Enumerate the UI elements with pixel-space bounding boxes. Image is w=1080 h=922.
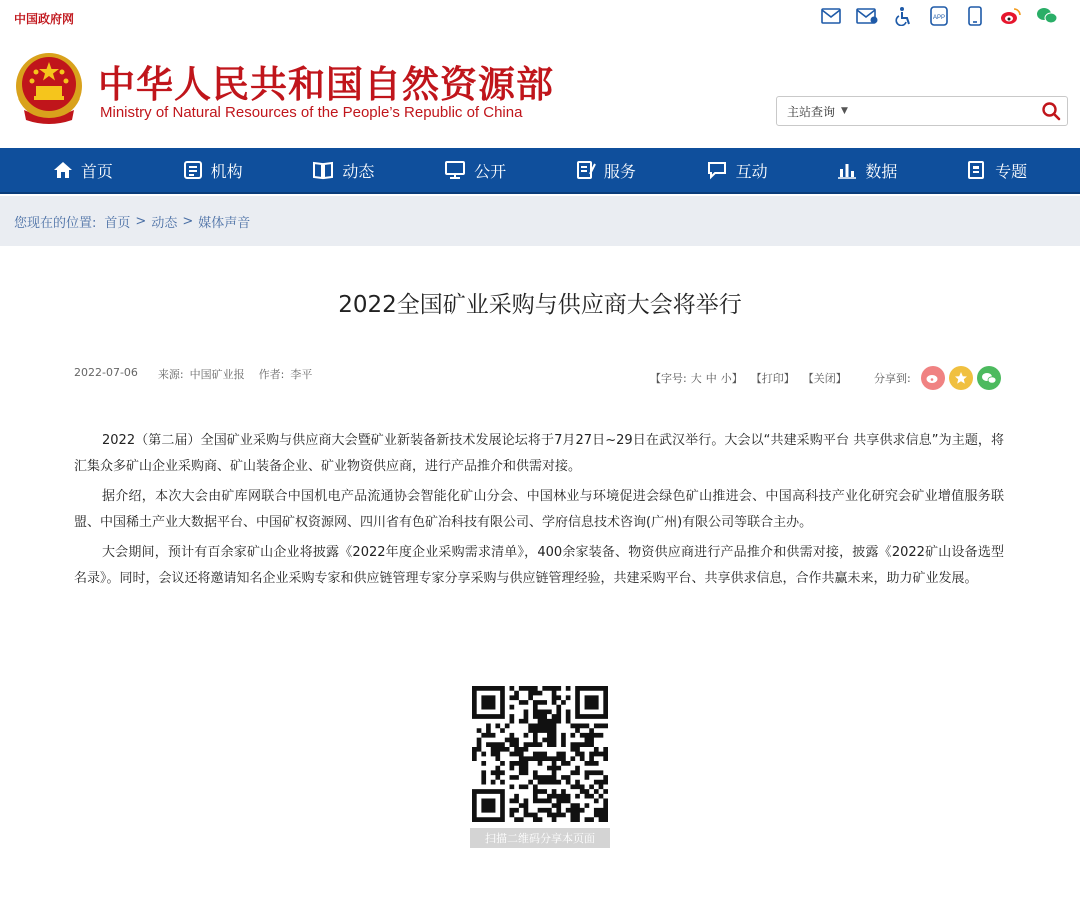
qr-modules: [472, 686, 608, 822]
nav-item-service[interactable]: [576, 159, 636, 182]
search-button[interactable]: [1035, 97, 1067, 125]
breadcrumb-news[interactable]: 动态: [151, 215, 178, 231]
nav-item-label: 首页: [80, 161, 113, 181]
nav-item-label: 互动: [735, 161, 768, 181]
qr-caption: 扫描二维码分享本页面: [470, 828, 610, 848]
topic-doc-icon: [967, 160, 987, 180]
nav-item-news[interactable]: [312, 159, 374, 182]
search-box: [776, 96, 1068, 126]
breadcrumb-separator: >: [135, 213, 147, 229]
gov-portal-link[interactable]: 中国政府网: [14, 12, 75, 26]
source-label: 来源:: [157, 368, 184, 381]
svg-text:APP: APP: [932, 15, 946, 21]
article-author: 李平: [290, 368, 313, 381]
wechat-icon[interactable]: [1036, 6, 1058, 26]
search-scope-label: 主站查询: [787, 104, 836, 119]
author-label: 作者:: [258, 368, 285, 381]
site-title: 中华人民共和国自然资源部: [98, 63, 554, 106]
share-wechat-icon[interactable]: [977, 366, 1001, 390]
site-header: [0, 34, 1080, 146]
article-body: [74, 428, 1004, 596]
edit-doc-icon: [576, 160, 596, 180]
breadcrumb-separator: >: [182, 213, 194, 229]
nav-item-topic[interactable]: [967, 159, 1027, 182]
share-label: 分享到:: [874, 372, 911, 385]
site-subtitle: Ministry of Natural Resources of the People’s Republic of China: [100, 104, 523, 121]
feedback-mail-icon[interactable]: [856, 6, 878, 26]
top-utility-bar: [0, 0, 1080, 34]
search-scope-select[interactable]: [777, 103, 867, 120]
nav-item-data[interactable]: [837, 159, 897, 182]
nav-item-label: 专题: [995, 161, 1028, 181]
nav-item-label: 动态: [342, 161, 375, 181]
mail-icon[interactable]: [820, 6, 842, 26]
print-button[interactable]: 【打印】: [750, 372, 795, 385]
app-icon[interactable]: [928, 6, 950, 26]
breadcrumb: [0, 196, 1080, 246]
share-favorite-icon[interactable]: [949, 366, 973, 390]
nav-item-label: 机构: [210, 161, 243, 181]
article-tools: [650, 370, 855, 386]
mobile-icon[interactable]: [964, 6, 986, 26]
chevron-down-icon: ▼: [841, 106, 848, 116]
chat-icon: [706, 160, 728, 180]
article-paragraph: 据介绍，本次大会由矿库网联合中国机电产品流通协会智能化矿山分会、中国林业与环境促进会绿色矿山推进会、中国高科技产业化研究会矿业增值服务联盟、中国稀土产业大数据平台、中国矿权资源网、四川省有色矿冶科技有限公司、学府信息技术咨询(广州)有限公司等联合主办。: [74, 489, 1004, 530]
search-icon: [1041, 101, 1061, 121]
article-meta: [74, 366, 318, 382]
nav-item-org[interactable]: [183, 159, 243, 182]
article-source: 中国矿业报: [189, 368, 245, 381]
search-input[interactable]: [867, 97, 1035, 125]
national-emblem-logo: [14, 50, 84, 128]
close-button[interactable]: 【关闭】: [802, 372, 847, 385]
nav-item-interact[interactable]: [706, 159, 768, 182]
article-paragraph: 2022（第二届）全国矿业采购与供应商大会暨矿业新装备新技术发展论坛将于7月27日~29日在武汉举行。大会以“共建采购平台 共享供求信息”为主题，将汇集众多矿山企业采购商、矿山装备企业、矿业物资供应商，进行产品推介和供需对接。: [74, 433, 1004, 474]
article-title: 2022全国矿业采购与供应商大会将举行: [338, 292, 742, 318]
article-paragraph: 大会期间，预计有百余家矿山企业将披露《2022年度企业采购需求清单》，400余家装备、物资供应商进行产品推介和供需对接，披露《2022矿山设备选型名录》。同时，会议还将邀请知名企业采购专家和供应链管理专家分享采购与供应链管理经验，共建采购平台、共享供求信息，合作共赢未来，助力矿业发展。: [74, 545, 1004, 586]
org-icon: [183, 160, 203, 180]
nav-item-label: 公开: [474, 161, 507, 181]
font-size-label: 【字号:: [650, 372, 687, 385]
accessibility-icon[interactable]: [892, 6, 914, 26]
utility-icons: [820, 6, 1058, 26]
breadcrumb-media[interactable]: 媒体声音: [198, 215, 251, 231]
weibo-icon[interactable]: [1000, 6, 1022, 26]
home-icon: [53, 160, 73, 180]
nav-item-label: 服务: [603, 161, 636, 181]
article-date: 2022-07-06: [74, 366, 138, 379]
share-bar: [874, 366, 1001, 390]
font-small-button[interactable]: 小】: [720, 372, 743, 385]
qr-code: [472, 686, 608, 822]
nav-item-label: 数据: [865, 161, 898, 181]
font-large-button[interactable]: 大: [690, 372, 702, 385]
monitor-icon: [444, 160, 466, 180]
breadcrumb-home[interactable]: 首页: [104, 215, 131, 231]
nav-item-home[interactable]: [53, 159, 113, 182]
font-medium-button[interactable]: 中: [705, 372, 717, 385]
share-weibo-icon[interactable]: [921, 366, 945, 390]
book-icon: [312, 160, 334, 180]
nav-item-open[interactable]: [444, 159, 506, 182]
breadcrumb-prefix: 您现在的位置:: [14, 215, 97, 231]
main-nav: [0, 148, 1080, 194]
bar-chart-icon: [837, 160, 857, 180]
